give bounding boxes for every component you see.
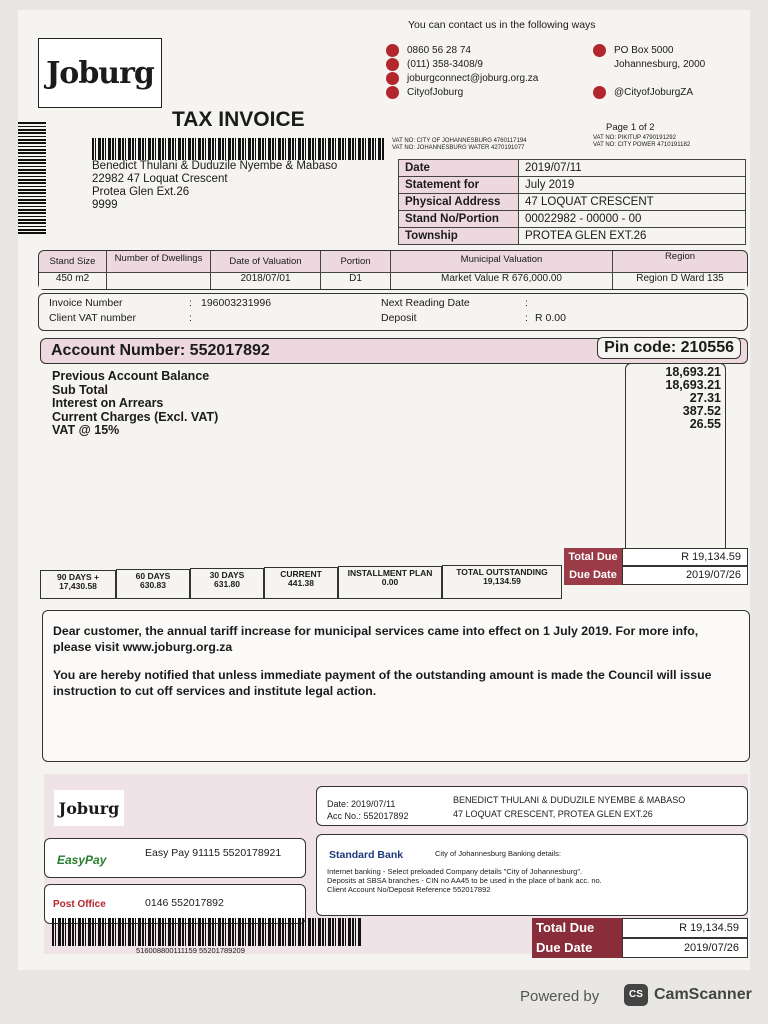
page-number: Page 1 of 2 bbox=[606, 122, 655, 133]
easypay-number: Easy Pay 91115 5520178921 bbox=[145, 847, 282, 859]
bank-details: Standard Bank City of Johannesburg Banking details: Internet banking - Select preloaded Company details "City of Johannesburg". Deposits at SBSA branches - CIN no AA45 to be used in the place of bank acc. no. Client Account No/Deposit Reference 552017892 bbox=[316, 834, 748, 916]
mail-icon bbox=[386, 72, 399, 85]
ageing-cell: INSTALLMENT PLAN 0.00 bbox=[338, 566, 442, 599]
ageing-cell: CURRENT 441.38 bbox=[264, 567, 338, 599]
invoice-info: Invoice Number : 196003231996 Client VAT number : Next Reading Date : Deposit : R 0.00 bbox=[38, 293, 748, 331]
slip-totals: Total Due R 19,134.59 Due Date 2019/07/26 bbox=[532, 918, 748, 958]
tariff-notice: Dear customer, the annual tariff increase for municipal services came into effect on 1 July 2019. For more info, please visit www.joburg.org.za bbox=[53, 624, 699, 654]
phone-icon bbox=[386, 44, 399, 57]
slip-barcode bbox=[52, 918, 362, 946]
slip-account: Date: 2019/07/11 Acc No.: 552017892 BENEDICT THULANI & DUDUZILE NYEMBE & MABASO 47 LOQUAT CRESCENT, PROTEA GLEN EXT.26 bbox=[316, 786, 748, 826]
cutoff-notice: You are hereby notified that unless immediate payment of the outstanding amount is made the Council will issue instruction to cut off services and institute legal action. bbox=[53, 668, 712, 698]
postoffice-number: 0146 552017892 bbox=[145, 897, 224, 909]
summary-values: 18,693.21 18,693.21 27.31 387.52 26.55 bbox=[625, 363, 726, 555]
contact-email: joburgconnect@joburg.org.za bbox=[407, 73, 539, 85]
contact-phone2: (011) 358-3408/9 bbox=[407, 59, 483, 71]
easypay-box bbox=[44, 838, 306, 878]
pin-code: Pin code: 210556 bbox=[597, 337, 741, 359]
ageing-cell: 90 DAYS + 17,430.58 bbox=[40, 570, 116, 599]
contact-heading: You can contact us in the following ways bbox=[408, 19, 596, 31]
camscanner-badge bbox=[624, 984, 752, 1006]
ageing-cell: 30 DAYS 631.80 bbox=[190, 568, 264, 599]
ageing-table bbox=[40, 565, 562, 599]
notice-box bbox=[42, 610, 750, 762]
easypay-logo: EasyPay bbox=[57, 853, 107, 867]
powered-by: Powered by bbox=[520, 988, 600, 1005]
contact-facebook: CityofJoburg bbox=[407, 87, 464, 99]
invoice-number: 196003231996 bbox=[201, 297, 272, 309]
vat-left: VAT NO: CITY OF JOHANNESBURG 4760117194 VAT NO: JOHANNESBURG WATER 4270191077 bbox=[392, 138, 527, 151]
joburg-logo: Joburg bbox=[38, 38, 162, 108]
document-title: TAX INVOICE bbox=[172, 108, 305, 131]
account-number: Account Number: 552017892 bbox=[51, 342, 270, 359]
deposit-value: R 0.00 bbox=[535, 312, 566, 324]
slip-barcode-number: 516008800111159 55201789209 bbox=[136, 946, 245, 955]
statement-details: Date 2019/07/11 Statement for July 2019 Physical Address 47 LOQUAT CRESCENT Stand No/Portion 00022982 - 00000 - 00 Township PROTEA GLEN EXT.26 bbox=[398, 159, 746, 245]
customer-address: Benedict Thulani & Duduzile Nyembe & Mabaso 22982 47 Loquat Crescent Protea Glen Ext.26 9999 bbox=[92, 160, 338, 211]
contact-block bbox=[408, 18, 738, 40]
phone-icon bbox=[386, 58, 399, 71]
twitter-icon bbox=[593, 86, 606, 99]
vat-right: VAT NO: PIKITUP 4790191292 VAT NO: CITY POWER 4710191182 bbox=[593, 135, 691, 148]
property-details: Stand Size Number of Dwellings Date of Valuation Portion Municipal Valuation Region 450 m2 2018/07/01 D1 Market Value R 676,000.00 Region D Ward 135 bbox=[38, 250, 748, 290]
remittance-slip bbox=[44, 774, 748, 954]
slip-logo: Joburg bbox=[54, 790, 124, 826]
camscanner-brand: CamScanner bbox=[654, 986, 752, 1003]
contact-phone: 0860 56 28 74 bbox=[407, 45, 471, 57]
address-barcode bbox=[92, 138, 384, 160]
standard-bank-logo: Standard Bank bbox=[329, 849, 404, 861]
side-barcode bbox=[18, 122, 46, 234]
po-box: PO Box 5000 bbox=[614, 45, 674, 57]
contact-left bbox=[386, 44, 576, 101]
postoffice-logo: Post Office bbox=[53, 899, 106, 910]
contact-right bbox=[593, 44, 743, 100]
camscanner-icon: CS bbox=[624, 984, 648, 1006]
account-bar bbox=[40, 338, 748, 364]
ageing-cell: TOTAL OUTSTANDING 19,134.59 bbox=[442, 565, 562, 599]
po-city: Johannesburg, 2000 bbox=[614, 59, 706, 71]
tax-invoice-page bbox=[18, 10, 750, 970]
mailbox-icon bbox=[593, 44, 606, 57]
account-totals: Total Due R 19,134.59 Due Date 2019/07/26 bbox=[564, 548, 748, 585]
ageing-cell: 60 DAYS 630.83 bbox=[116, 569, 190, 599]
facebook-icon bbox=[386, 86, 399, 99]
summary-labels: Previous Account Balance Sub Total Interest on Arrears Current Charges (Excl. VAT) VAT @ 15% bbox=[52, 369, 219, 437]
contact-twitter: @CityofJoburgZA bbox=[614, 87, 694, 99]
